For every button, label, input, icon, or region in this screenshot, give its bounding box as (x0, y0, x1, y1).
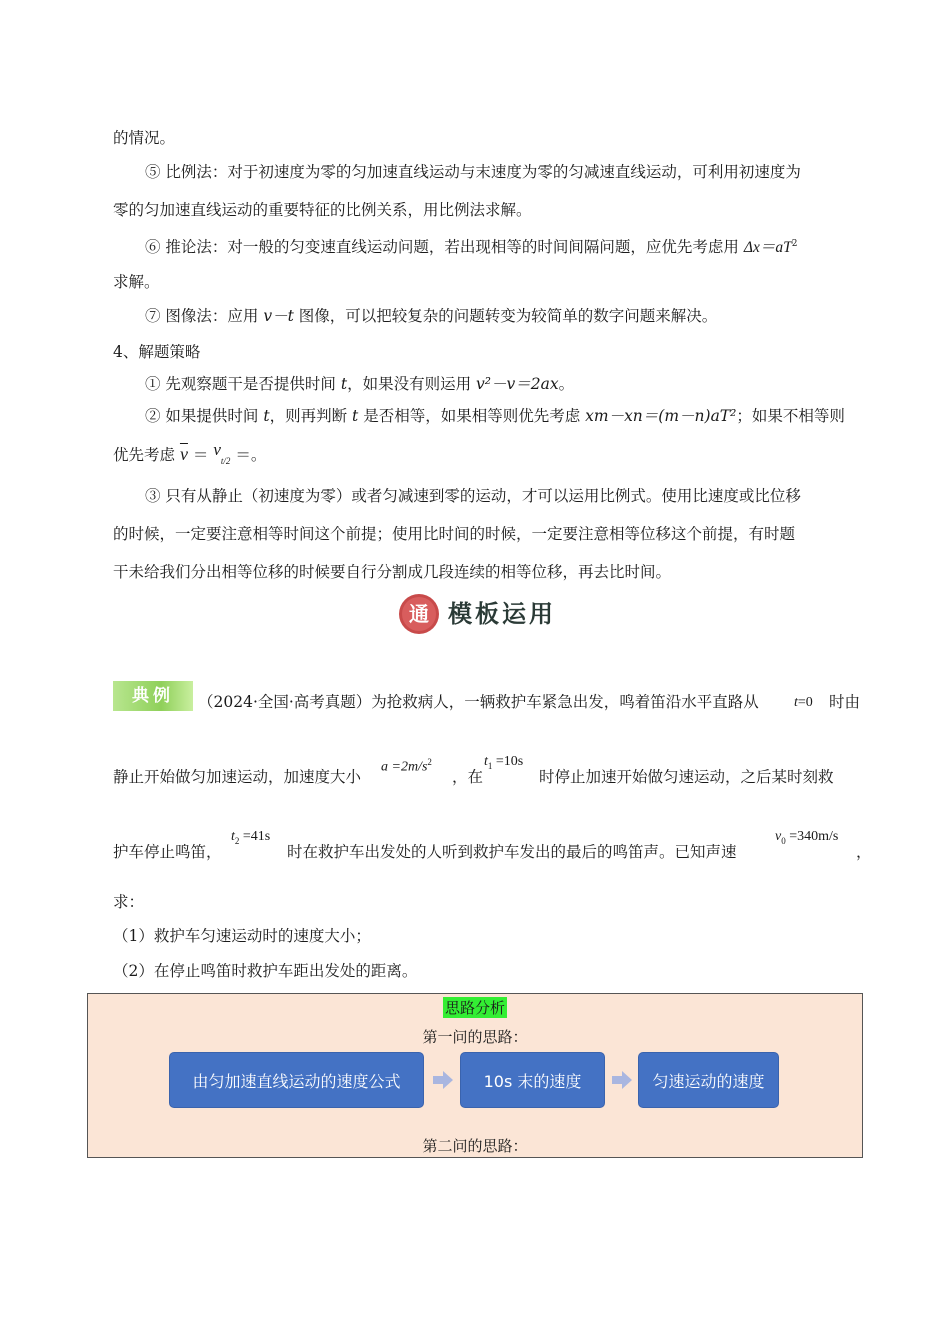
text: ；如果不相等则 (736, 407, 845, 425)
text: ⑥ 推论法：对一般的匀变速直线运动问题，若出现相等的时间间隔问题，应优先考虑用 (145, 238, 744, 257)
text: ② 如果提供时间 (145, 407, 264, 425)
question-line: 静止开始做匀加速运动，加速度大小 (113, 768, 362, 786)
subtitle-q2: 第二问的思路： (422, 1137, 528, 1155)
section-banner (398, 594, 578, 634)
text-line: ⑤ 比例法：对于初速度为零的匀加速直线运动与末速度为零的匀减速直线运动，可利用初速度为 (145, 163, 801, 181)
flow-step-3: 匀速运动的速度 (638, 1052, 779, 1108)
text: 是否相等，如果相等则优先考虑 (358, 407, 586, 425)
formula: v－t (263, 307, 294, 325)
math-t1: $t_1 =10s$ (484, 754, 524, 771)
text-line (113, 440, 267, 467)
text: ，则再判断 (269, 407, 353, 425)
var: t (340, 375, 348, 393)
text: ＝ (192, 446, 209, 464)
var: t (231, 829, 235, 844)
text: ⑦ 图像法：应用 (145, 307, 264, 325)
text-line: 的时候，一定要注意相等时间这个前提；使用比时间的时候，一定要注意相等位移这个前提，有时题 (113, 525, 796, 543)
arrow-right-icon (612, 1071, 632, 1089)
v-bar: $\overline{v}$ (179, 444, 188, 464)
formula: xm－xn＝(m－n)aT² (585, 407, 737, 425)
example-tag: 典例 (113, 681, 193, 711)
text-line: ⑥ 推论法：对一般的匀变速直线运动问题，若出现相等的时间间隔问题，应优先考虑用 $\Delta x=aT^2$ (145, 238, 798, 257)
question-line: （1）救护车匀速运动时的速度大小； (113, 927, 371, 945)
formula: v²－v＝2ax (476, 375, 559, 393)
val: =340m/s (785, 829, 839, 844)
math-a: $a =2m/s^2$ (381, 757, 432, 775)
math-t2: $t_2 =41s$ (231, 829, 271, 846)
text: 优先考虑 (113, 446, 176, 464)
var: t (794, 695, 798, 710)
text: 图像，可以把较复杂的问题转变为较简单的数字问题来解决。 (293, 307, 718, 325)
question-line: （2024·全国·高考真题）为抢救病人，一辆救护车紧急出发，鸣着笛沿水平直路从 (198, 693, 759, 711)
text: 时由 (829, 693, 861, 711)
t-half: t/2 (220, 456, 231, 466)
text-line (145, 306, 717, 326)
var: v (775, 829, 782, 844)
formula: a =2m/s (381, 759, 428, 775)
question-line: （2）在停止鸣笛时救护车距出发处的距离。 (113, 962, 418, 980)
text-line (145, 374, 574, 394)
text: ① 先观察题干是否提供时间 (145, 375, 341, 393)
math-t0 (794, 695, 813, 711)
banner-graphic (398, 594, 578, 634)
question-line: 护车停止鸣笛， (113, 843, 222, 861)
v-half: v (213, 440, 221, 459)
analysis-title: 思路分析 (444, 999, 506, 1017)
text-line: 的情况。 (113, 129, 176, 147)
badge-char: 通 (409, 602, 429, 626)
text-line: 干未给我们分出相等位移的时候要自行分割成几段连续的相等位移，再去比时间。 (113, 563, 672, 581)
text-line (145, 406, 845, 426)
formula: Δx＝aT (743, 239, 792, 257)
arrow-right-icon (433, 1071, 453, 1089)
flow-step-2: 10s 末的速度 (460, 1052, 605, 1108)
flow-step-1: 由匀加速直线运动的速度公式 (169, 1052, 424, 1108)
eq: =0 (797, 695, 813, 710)
text: ， (856, 843, 872, 861)
text: ，在 (452, 768, 484, 786)
var: t (263, 407, 270, 425)
val: =41s (239, 829, 271, 844)
var: t (352, 407, 359, 425)
text-line: 求解。 (113, 273, 160, 291)
text-line: ③ 只有从静止（初速度为零）或者匀减速到零的运动，才可以运用比例式。使用比速度或比位移 (145, 487, 801, 505)
banner-title: 模板运用 (448, 599, 556, 628)
section-heading: 4、解题策略 (113, 343, 201, 361)
math-v0: $v_0 =340m/s$ (775, 829, 839, 846)
analysis-box (87, 993, 863, 1158)
subtitle-q1: 第一问的思路： (422, 1028, 528, 1046)
text: ＝。 (235, 446, 267, 464)
text: 。 (558, 375, 575, 393)
var: t (484, 754, 488, 769)
text: ，如果没有则运用 (347, 375, 477, 393)
question-line: 求： (113, 893, 145, 911)
text-line: 零的匀加速直线运动的重要特征的比例关系，用比例法求解。 (113, 201, 532, 219)
val: =10s (492, 754, 524, 769)
text: 时在救护车出发处的人听到救护车发出的最后的鸣笛声。已知声速 (287, 843, 737, 861)
text: 时停止加速开始做匀速运动，之后某时刻救 (539, 768, 834, 786)
